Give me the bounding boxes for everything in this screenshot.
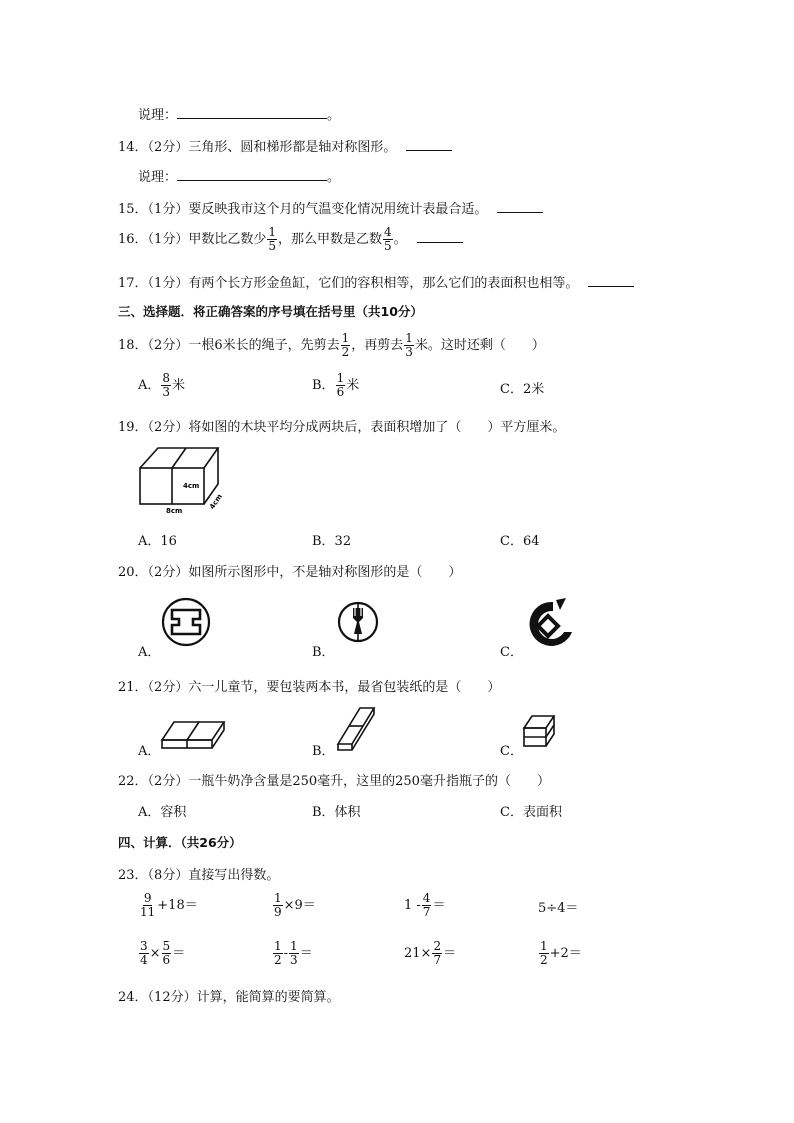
numerator: 1 [540, 939, 548, 953]
section-4-heading: 四、计算．（共26分） [118, 835, 242, 850]
question-15 [118, 198, 543, 217]
denominator: 2 [540, 953, 548, 967]
q21-option-a-label[interactable]: A． [138, 744, 161, 759]
bank-logo-icon[interactable] [520, 596, 578, 652]
q22-option-c[interactable]: C．表面积 [500, 805, 562, 820]
fraction [404, 332, 414, 359]
period: 。 [327, 108, 341, 123]
fraction [161, 372, 171, 399]
option-label: B． [312, 378, 335, 393]
operator: × [149, 946, 161, 961]
fraction [273, 940, 283, 967]
calc-expression-6 [272, 940, 313, 967]
calc-expression-3 [404, 892, 445, 919]
expression-rest: +18＝ [157, 898, 198, 913]
fraction [267, 226, 277, 253]
fraction [422, 892, 432, 919]
question-18-stem: 18．（2分）一根6米长的绳子，先剪去 [118, 338, 340, 353]
question-18 [118, 332, 545, 359]
numerator: 2 [433, 939, 442, 953]
q20-option-a-label[interactable]: A． [138, 645, 161, 660]
denominator: 3 [290, 953, 298, 967]
numerator: 1 [341, 331, 350, 345]
q13-explain-line [138, 104, 340, 123]
circle-emblem-icon[interactable] [336, 596, 380, 648]
expression-left: 1 - [404, 898, 421, 913]
fraction [383, 226, 393, 253]
fraction [289, 940, 299, 967]
fraction [341, 332, 351, 359]
denominator: 6 [336, 385, 345, 399]
question-14 [118, 136, 452, 155]
question-16-mid: ，那么甲数是乙数 [277, 232, 382, 247]
denominator: 2 [274, 953, 282, 967]
numerator: 1 [336, 371, 345, 385]
fraction [273, 892, 283, 919]
fraction [432, 940, 442, 967]
denominator: 9 [274, 905, 282, 919]
question-14-stem: 14．（2分）三角形、圆和梯形都是轴对称图形。 [118, 140, 397, 155]
denominator: 5 [268, 239, 276, 253]
expression-rest: ＝ [443, 946, 457, 961]
denominator: 7 [433, 953, 442, 967]
calc-expression-8 [538, 940, 582, 967]
q19-option-b[interactable]: B．32 [312, 534, 352, 549]
numerator: 9 [143, 891, 152, 905]
q18-option-c[interactable]: C．2米 [500, 382, 545, 397]
question-16-stem: 16．（1分）甲数比乙数少 [118, 232, 267, 247]
denominator: 7 [422, 905, 431, 919]
q22-option-a[interactable]: A．容积 [138, 805, 187, 820]
denominator: 4 [140, 953, 148, 967]
denominator: 3 [405, 345, 413, 359]
q21-option-c-label[interactable]: C． [500, 744, 523, 759]
calc-expression-5 [138, 940, 185, 967]
explain-label: 说理： [138, 170, 178, 185]
expression-rest: ＝ [172, 946, 186, 961]
question-18-mid: ，再剪去 [351, 338, 404, 353]
answer-blank[interactable] [177, 107, 327, 119]
unit: 米 [346, 378, 360, 393]
expression-left: 21× [404, 946, 432, 961]
i-beam-logo-icon[interactable] [160, 596, 212, 648]
books-end-to-end-figure[interactable] [336, 704, 382, 752]
q22-option-b[interactable]: B．体积 [312, 805, 361, 820]
denominator: 5 [383, 239, 392, 253]
denominator: 11 [140, 905, 156, 919]
numerator: 1 [274, 891, 282, 905]
numerator: 4 [422, 891, 431, 905]
height-label: 4cm [183, 482, 200, 490]
calc-expression-7 [404, 940, 456, 967]
q20-option-c-label[interactable]: C． [500, 645, 523, 660]
answer-blank[interactable] [177, 169, 327, 181]
period: 。 [327, 170, 341, 185]
denominator: 3 [162, 385, 171, 399]
answer-blank[interactable] [417, 231, 463, 243]
section-3-heading: 三、选择题．将正确答案的序号填在括号里（共10分） [118, 304, 423, 319]
books-side-by-side-figure[interactable] [160, 718, 226, 752]
numerator: 1 [268, 225, 276, 239]
question-19: 19．（2分）将如图的木块平均分成两块后，表面积增加了（ ）平方厘米。 [118, 420, 566, 435]
question-17 [118, 272, 634, 291]
denominator: 2 [341, 345, 350, 359]
block-top-divider [172, 448, 186, 468]
q18-option-a[interactable] [138, 372, 185, 399]
q20-option-b-label[interactable]: B． [312, 645, 335, 660]
q19-option-a[interactable]: A．16 [138, 534, 177, 549]
q19-option-c[interactable]: C．64 [500, 534, 540, 549]
fraction [539, 940, 549, 967]
calc-expression-4: 5÷4＝ [538, 901, 579, 916]
books-stacked-figure[interactable] [522, 714, 558, 750]
period: 。 [393, 232, 407, 247]
q18-option-b[interactable] [312, 372, 359, 399]
question-17-stem: 17．（1分）有两个长方形金鱼缸，它们的容积相等，那么它们的表面积也相等。 [118, 276, 579, 291]
expression-rest: ＝ [432, 898, 446, 913]
question-24: 24．（12分）计算，能简算的要简算。 [118, 990, 340, 1005]
question-20: 20．（2分）如图所示图形中，不是轴对称图形的是（ ） [118, 565, 462, 580]
question-23: 23．（8分）直接写出得数。 [118, 868, 280, 883]
question-22: 22．（2分）一瓶牛奶净含量是250毫升，这里的250毫升指瓶子的（ ） [118, 774, 550, 789]
fraction [139, 940, 149, 967]
numerator: 1 [290, 939, 298, 953]
expression-rest: ×9＝ [283, 898, 316, 913]
question-16 [118, 226, 463, 253]
fraction [162, 940, 172, 967]
q21-option-b-label[interactable]: B． [312, 744, 335, 759]
numerator: 1 [274, 939, 282, 953]
numerator: 5 [162, 939, 171, 953]
q14-explain-line [138, 166, 340, 185]
explain-label: 说理： [138, 108, 178, 123]
fraction [139, 892, 156, 919]
calc-expression-1 [138, 892, 198, 919]
question-15-stem: 15．（1分）要反映我市这个月的气温变化情况用统计表最合适。 [118, 202, 488, 217]
answer-blank[interactable] [497, 201, 543, 213]
answer-blank[interactable] [406, 139, 452, 151]
expression-rest: +2＝ [549, 946, 582, 961]
numerator: 4 [383, 225, 392, 239]
length-label: 8cm [166, 507, 183, 514]
answer-blank[interactable] [588, 275, 634, 287]
wooden-block-figure [136, 442, 228, 514]
question-21: 21．（2分）六一儿童节，要包装两本书，最省包装纸的是（ ） [118, 680, 501, 695]
numerator: 8 [162, 371, 171, 385]
numerator: 1 [405, 331, 413, 345]
calc-expression-2 [272, 892, 316, 919]
denominator: 6 [162, 953, 171, 967]
depth-label: 4cm [208, 492, 224, 511]
expression-rest: ＝ [299, 946, 313, 961]
operator: - [283, 946, 289, 961]
option-label: A． [138, 378, 161, 393]
question-18-end: 米。这时还剩（ ） [414, 338, 545, 353]
unit: 米 [172, 378, 186, 393]
numerator: 3 [140, 939, 148, 953]
fraction [336, 372, 346, 399]
